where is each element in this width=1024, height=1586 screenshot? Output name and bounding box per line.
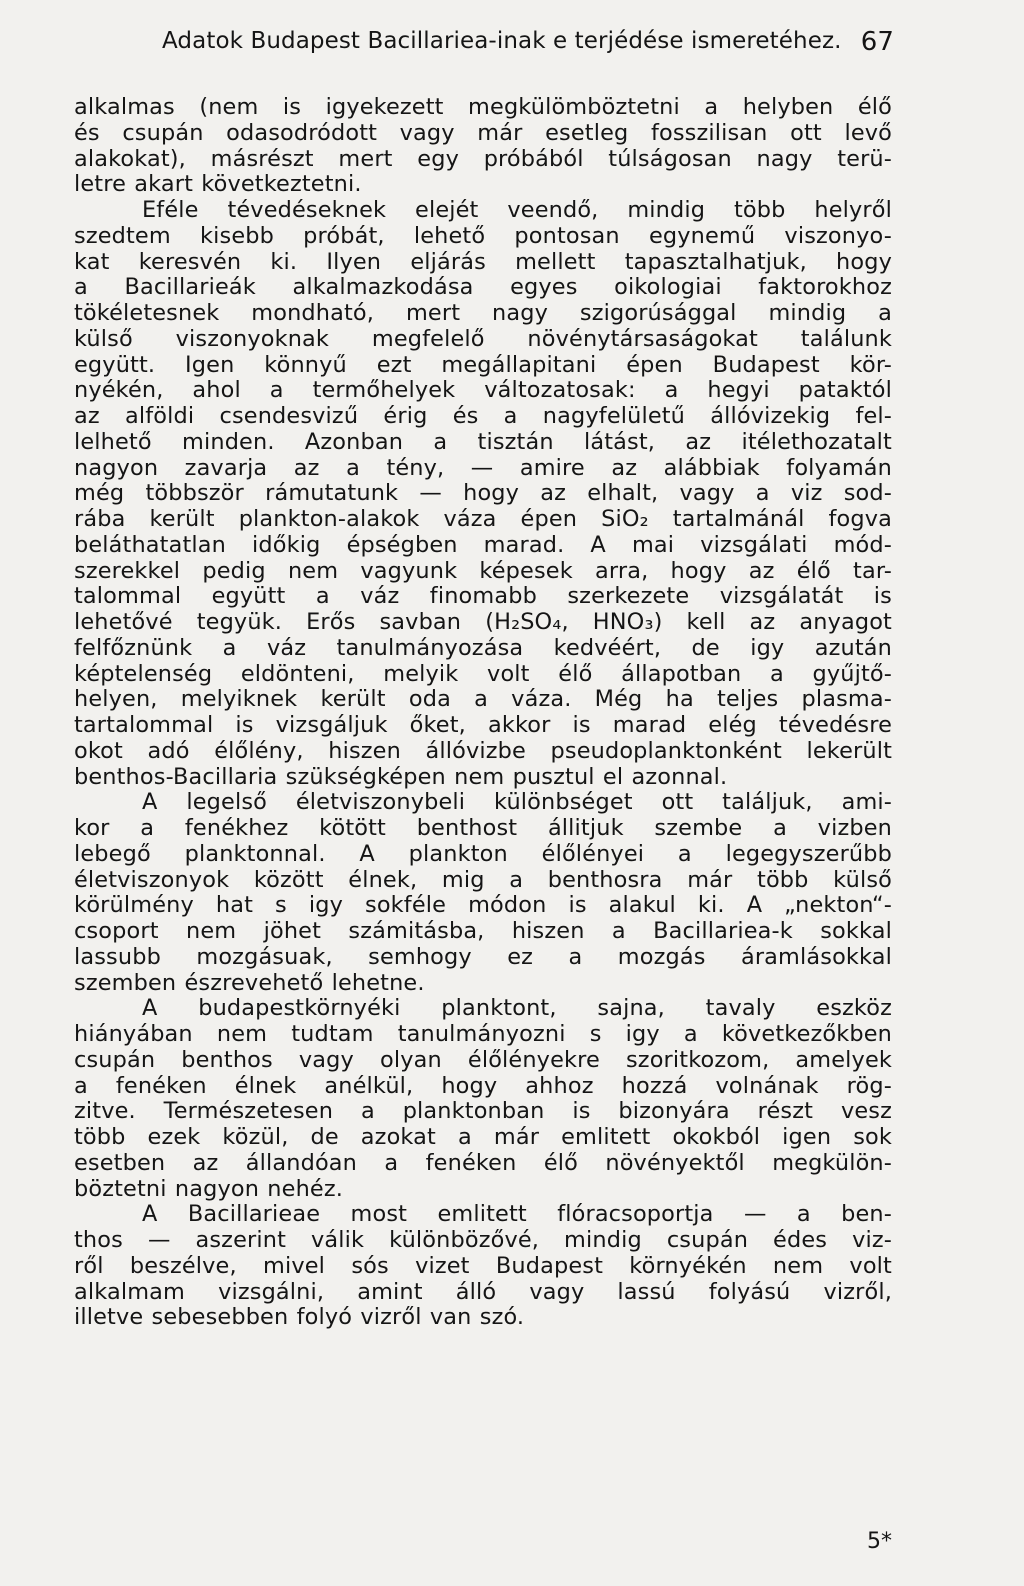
- signature-mark: 5*: [867, 1529, 892, 1554]
- text-line: kat keresvén ki. Ilyen eljárás mellett tapasztalhatjuk, hogy: [74, 248, 892, 275]
- text-line: okot adó élőlény, hiszen állóvizbe pseudoplanktonként lekerült: [74, 737, 892, 764]
- text-line: felfőznünk a váz tanulmányozása kedvéért, de igy azután: [74, 634, 892, 661]
- text-line: a fenéken élnek anélkül, hogy ahhoz hozzá volnának rög-: [74, 1072, 892, 1099]
- text-line: képtelenség eldönteni, melyik volt élő állapotban a gyűjtő-: [74, 660, 892, 687]
- text-line: illetve sebesebben folyó vizről van szó.: [74, 1304, 525, 1331]
- text-line: böztetni nagyon nehéz.: [74, 1175, 344, 1202]
- text-line: az alföldi csendesvizű érig és a nagyfelületű állóvizekig fel-: [74, 403, 892, 429]
- text-line: thos — aszerint válik különbözővé, mindig csupán édes viz-: [74, 1227, 892, 1253]
- text-line: lebegő planktonnal. A plankton élőlényei a legegyszerűbb: [74, 840, 892, 867]
- text-line: több ezek közül, de azokat a már emlitett okokból igen sok: [74, 1124, 892, 1150]
- text-line: alakokat), másrészt mert egy próbából túlságosan nagy terü-: [74, 145, 892, 172]
- text-line: lassubb mozgásuak, semhogy ez a mozgás áramlásokkal: [74, 943, 892, 970]
- text-line: lelhető minden. Azonban a tisztán látást, az itélethozatalt: [74, 428, 892, 455]
- text-line: csoport nem jöhet számitásba, hiszen a Bacillariea-k sokkal: [74, 918, 892, 944]
- text-line: nyékén, ahol a termőhelyek változatosak: a hegyi pataktól: [74, 377, 892, 404]
- text-line: letre akart következtetni.: [74, 171, 362, 198]
- text-line: és csupán odasodródott vagy már esetleg fosszilisan ott levő: [74, 119, 892, 146]
- text-line: nagyon zavarja az a tény, — amire az alábbiak folyamán: [74, 454, 892, 481]
- text-line: szerekkel pedig nem vagyunk képesek arra, hogy az élő tar-: [74, 557, 892, 584]
- text-line: külső viszonyoknak megfelelő növénytársaságokat találunk: [74, 325, 892, 352]
- text-line: lehetővé tegyük. Erős savban (H₂SO₄, HNO₃) kell az anyagot: [74, 609, 892, 635]
- text-line: együtt. Igen könnyű ezt megállapitani épen Budapest kör-: [74, 351, 892, 378]
- text-line: zitve. Természetesen a planktonban is bizonyára részt vesz: [74, 1098, 892, 1125]
- text-line: alkalmam vizsgálni, amint álló vagy lassú folyású vizről,: [74, 1278, 892, 1305]
- text-line: A legelső életviszonybeli különbséget ott találjuk, ami-: [142, 789, 892, 816]
- text-line: a Bacillarieák alkalmazkodása egyes oikologiai faktorokhoz: [74, 274, 892, 301]
- body-text: [74, 95, 892, 1331]
- text-line: rába került plankton-alakok váza épen SiO₂ tartalmánál fogva: [74, 506, 892, 532]
- page-footer: [74, 1525, 892, 1559]
- page-number: 67: [860, 27, 894, 57]
- text-line: még többször rámutatunk — hogy az elhalt, vagy a viz sod-: [74, 480, 892, 507]
- text-line: szemben észrevehető lehetne.: [74, 969, 425, 996]
- text-line: szedtem kisebb próbát, lehető pontosan egynemű viszonyo-: [74, 222, 892, 249]
- text-line: talommal együtt a váz finomabb szerkezete vizsgálatát is: [74, 583, 892, 610]
- text-line: alkalmas (nem is igyekezett megkülömböztetni a helyben élő: [74, 94, 892, 120]
- text-line: csupán benthos vagy olyan élőlényekre szoritkozom, amelyek: [74, 1046, 892, 1073]
- text-line: A Bacillarieae most emlitett flóracsoportja — a ben-: [142, 1201, 892, 1228]
- text-line: életviszonyok között élnek, mig a benthosra már több külső: [74, 866, 892, 893]
- text-line: tökéletesnek mondható, mert nagy szigorúsággal mindig a: [74, 300, 892, 326]
- text-line: benthos-Bacillaria szükségképen nem pusztul el azonnal.: [74, 763, 728, 790]
- text-line: körülmény hat s igy sokféle módon is alakul ki. A „nekton“-: [74, 892, 892, 919]
- text-line: Eféle tévedéseknek elejét veendő, mindig több helyről: [142, 197, 892, 223]
- text-line: kor a fenékhez kötött benthost állitjuk szembe a vizben: [74, 815, 892, 841]
- text-line: helyen, melyiknek került oda a váza. Még ha teljes plasma-: [74, 686, 892, 713]
- header-title: Adatok Budapest Bacillariea-inak e terjédése ismeretéhez.: [162, 28, 842, 54]
- text-line: tartalommal is vizsgáljuk őket, akkor is marad elég tévedésre: [74, 712, 892, 738]
- text-line: esetben az állandóan a fenéken élő növényektől megkülön-: [74, 1149, 892, 1176]
- text-line: A budapestkörnyéki planktont, sajna, tavaly eszköz: [142, 995, 892, 1022]
- text-line: beláthatatlan időkig épségben marad. A mai vizsgálati mód-: [74, 531, 892, 558]
- text-line: ről beszélve, mivel sós vizet Budapest környékén nem volt: [74, 1252, 892, 1279]
- text-line: hiányában nem tudtam tanulmányozni s igy a következőkben: [74, 1021, 892, 1047]
- running-header: [162, 24, 894, 58]
